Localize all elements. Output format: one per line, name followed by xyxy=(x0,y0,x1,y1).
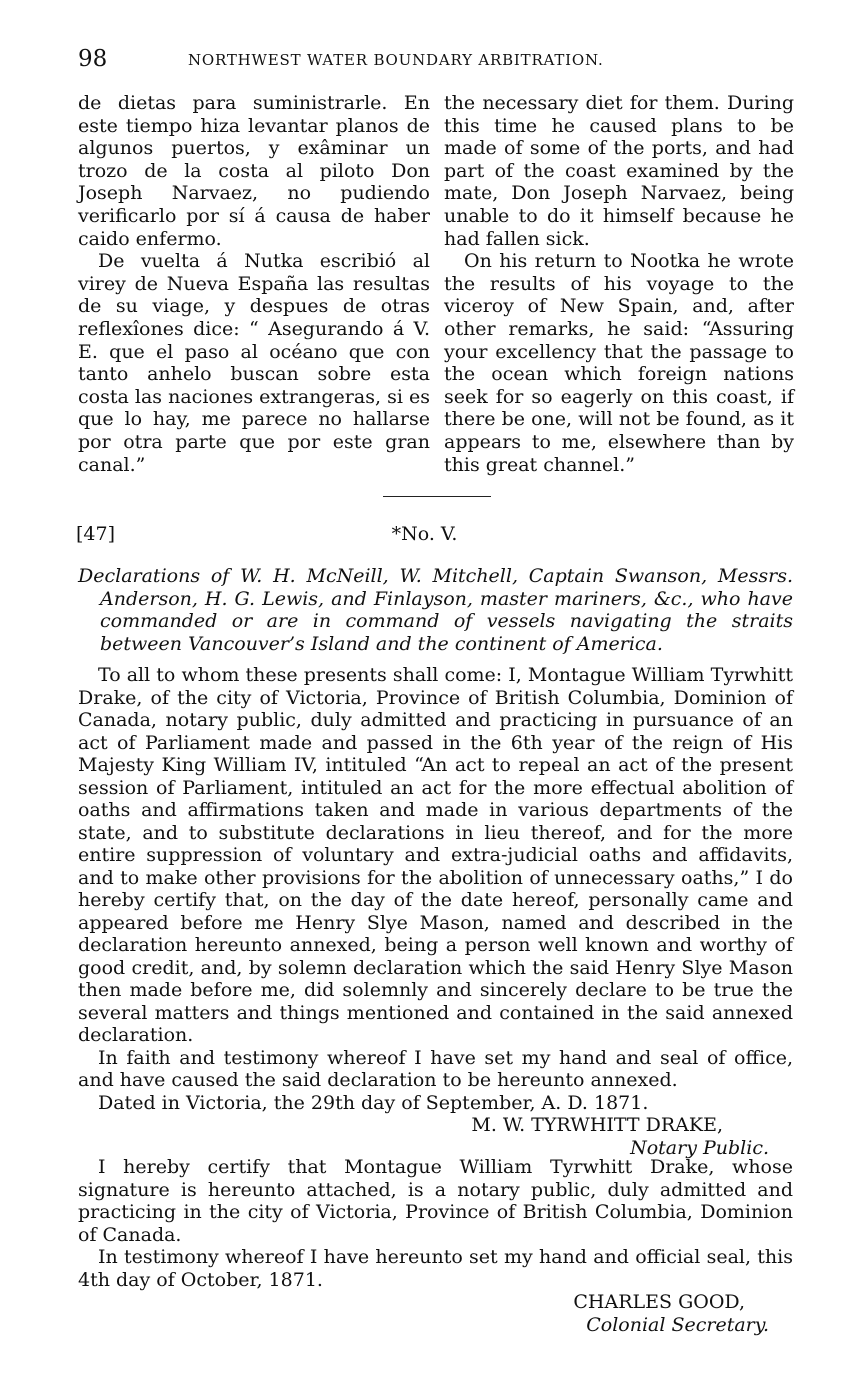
english-paragraph-1: the necessary diet for them. During this time he caused plans to be made of some of the ports, and had part of the coast examined by the mate, Don Joseph Narvaez, being unable to do it himself because he had fallen sick. xyxy=(444,92,794,250)
page-header xyxy=(78,44,794,74)
document-number: *No. V. xyxy=(391,523,458,545)
section-title xyxy=(78,565,793,655)
certificate2-paragraph-1: I hereby certify that Montague William Tyrwhitt Drake, whose signature is hereunto attached, is a notary public, duly admitted and practicing in the city of Victoria, Province of British Columbia, Dominion of Canada. xyxy=(78,1156,793,1246)
notary-signature-title: Notary Public. xyxy=(630,1136,769,1159)
secretary-signature-title: Colonial Secretary. xyxy=(586,1313,769,1336)
section-title-text: Declarations of W. H. McNeill, W. Mitchell, Captain Swanson, Messrs. Anderson, H. G. Lewis, and Finlayson, master mariners, &c., who have commanded or are in command of vessels navigating the straits between Vancouver’s Island and the continent of America. xyxy=(78,565,793,655)
margin-page-marker: [47] xyxy=(76,523,116,545)
certificate1-date: Dated in Victoria, the 29th day of September, A. D. 1871. xyxy=(98,1091,649,1114)
certificate2-paragraph-2: In testimony whereof I have hereunto set my hand and official seal, this 4th day of October, 1871. xyxy=(78,1246,793,1291)
certificate1-paragraph-1: To all to whom these presents shall come: I, Montague William Tyrwhitt Drake, of the city of Victoria, Province of British Columbia, Dominion of Canada, notary public, duly admitted and practicing in pursuance of an act of Parliament made and passed in the 6th year of the reign of His Majesty King William IV, intituled “An act to repeal an act of the present session of Parliament, intituled an act for the more effectual abolition of oaths and affirmations taken and made in various departments of the state, and to substitute declarations in lieu thereof, and for the more entire suppression of voluntary and extra-judicial oaths and affidavits, and to make other provisions for the abolition of unnecessary oaths,” I do hereby certify that, on the day of the date hereof, personally came and appeared before me Henry Slye Mason, named and described in the declaration hereunto annexed, being a person well known and worthy of good credit, and, by solemn declaration which the said Henry Slye Mason then made before me, did solemnly and sincerely declare to be true the several matters and things mentioned and contained in the said annexed declaration. xyxy=(78,664,793,1046)
secretary-signature-name: CHARLES GOOD, xyxy=(573,1291,745,1313)
section-divider xyxy=(383,496,491,497)
page-number: 98 xyxy=(78,46,108,72)
notary-certificate xyxy=(78,664,793,1159)
spanish-paragraph-2: De vuelta á Nutka escribió al virey de Nueva España las resultas de su viage, y despues de otras reflexîones dice: “ Asegurando á V. E. que el paso al océano que con tanto anhelo buscan sobre esta costa las naciones extrangeras, si es que lo hay, me parece no hallarse por otra parte que por este gran canal.” xyxy=(78,250,430,476)
spanish-column xyxy=(78,92,430,476)
running-title: NORTHWEST WATER BOUNDARY ARBITRATION. xyxy=(188,51,604,69)
english-paragraph-2: On his return to Nootka he wrote the results of his voyage to the viceroy of New Spain, and, after other remarks, he said: “Assuring your excellency that the passage to the ocean which foreign nations seek for so eagerly on this coast, if there be one, will not be found, as it appears to me, elsewhere than by this great channel.” xyxy=(444,250,794,476)
spanish-paragraph-1: de dietas para suministrarle. En este tiempo hiza levantar planos de algunos puertos, y exâminar un trozo de la costa al piloto Don Joseph Narvaez, no pudiendo verificarlo por sí á causa de haber caido enfermo. xyxy=(78,92,430,250)
english-column xyxy=(444,92,794,476)
certificate1-paragraph-2: In faith and testimony whereof I have set my hand and seal of office, and have caused the said declaration to be hereunto annexed. xyxy=(78,1046,793,1091)
notary-signature-name: M. W. TYRWHITT DRAKE, xyxy=(471,1114,723,1136)
secretary-certificate xyxy=(78,1156,793,1336)
